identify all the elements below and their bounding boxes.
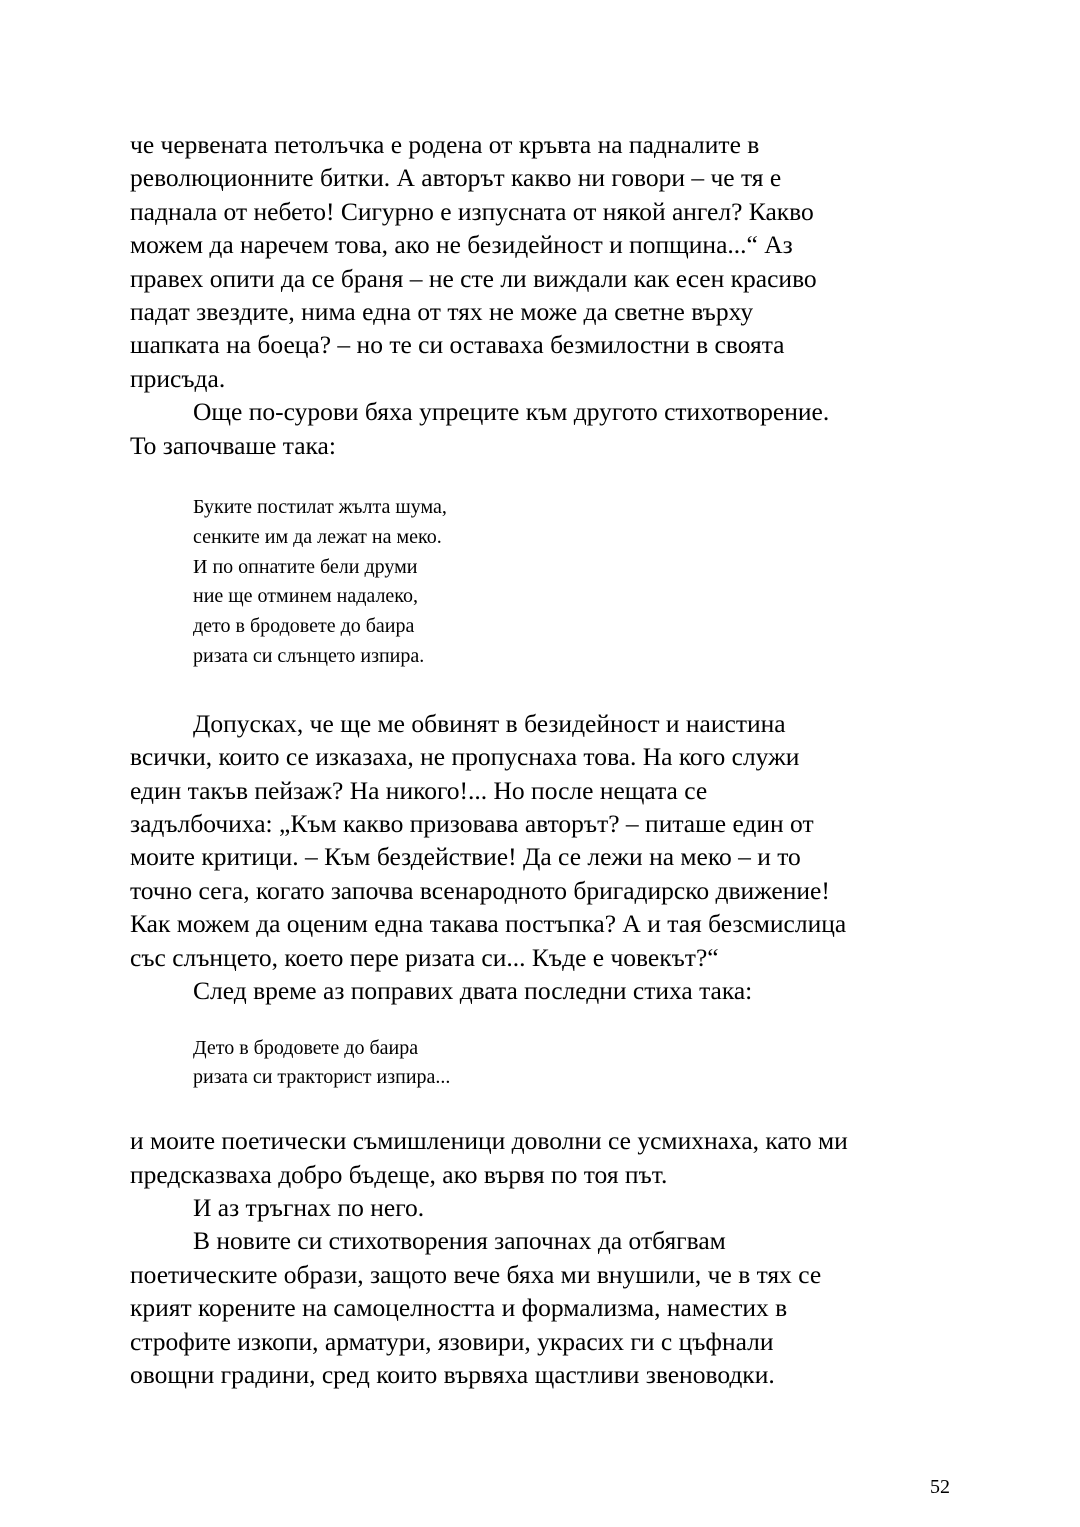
paragraph-6 — [130, 1191, 960, 1224]
poem-verse: сенките им да лежат на меко. — [193, 525, 442, 548]
text-line: крият корените на самоцелността и формализма, наместих в — [130, 1293, 788, 1323]
text-line: един такъв пейзаж? На никого!... Но после нещата се — [130, 775, 708, 805]
text-line: То започваше така: — [130, 430, 336, 460]
paragraph-1 — [130, 128, 960, 395]
text-line: всички, които се изказаха, не пропуснаха това. На кого служи — [130, 742, 800, 772]
poem-verse: И по опнатите бели друми — [193, 555, 418, 578]
paragraph-2 — [130, 395, 960, 462]
text-line: Допусках, че ще ме обвинят в безидейност и наистина — [193, 708, 786, 738]
page-number: 52 — [930, 1476, 950, 1498]
text-line: Още по-сурови бяха упреците към другото стихотворение. — [193, 397, 830, 427]
text-line: можем да наречем това, ако не безидейност и попщина...“ Аз — [130, 230, 793, 260]
poem-quote-first — [193, 493, 960, 672]
page-body — [130, 128, 960, 1391]
text-line: присъда. — [130, 363, 226, 393]
text-line: Как можем да оценим една такава постъпка? А и тая безсмислица — [130, 909, 847, 939]
poem-verse: ризата си слънцето изпира. — [193, 645, 425, 668]
text-line: поетическите образи, защото вече бяха ми внушили, че в тях се — [130, 1259, 822, 1289]
text-line: правех опити да се браня – не сте ли виждали как есен красиво — [130, 263, 817, 293]
text-line: В новите си стихотворения започнах да отбягвам — [193, 1226, 726, 1256]
text-line: предсказваха добро бъдеще, ако вървя по тоя път. — [130, 1159, 668, 1189]
text-line: моите критици. – Към бездействие! Да се лежи на меко – и то — [130, 842, 801, 872]
text-line: и моите поетически съмишленици доволни се усмихнаха, като ми — [130, 1126, 848, 1156]
poem-quote-second — [193, 1034, 960, 1094]
poem-verse: Дето в бродовете до баира — [193, 1036, 419, 1059]
text-line: точно сега, когато започва всенародното бригадирско движение! — [130, 875, 830, 905]
text-line: овощни градини, сред които вървяха щастливи звеноводки. — [130, 1359, 775, 1389]
text-line: със слънцето, което пере ризата си... Къде е човекът?“ — [130, 942, 719, 972]
text-line: революционните битки. А авторът какво ни говори – че тя е — [130, 163, 782, 193]
text-line: падат звездите, нима една от тях не може да светне върху — [130, 297, 754, 327]
text-line: паднала от небето! Сигурно е изпусната от някой ангел? Какво — [130, 196, 814, 226]
paragraph-3 — [130, 707, 960, 974]
text-line: шапката на боеца? – но те си оставаха безмилостни в своята — [130, 330, 785, 360]
text-line: задълбочиха: „Към какво призовава авторът? – питаше един от — [130, 809, 814, 839]
paragraph-4 — [130, 974, 960, 1007]
paragraph-5 — [130, 1124, 960, 1191]
poem-verse: ризата си тракторист изпира... — [193, 1066, 451, 1089]
text-line: След време аз поправих двата последни стиха така: — [193, 976, 753, 1006]
paragraph-7 — [130, 1224, 960, 1391]
text-line: че червената петолъчка е родена от кръвта на падналите в — [130, 130, 760, 159]
poem-verse: дето в бродовете до баира — [193, 615, 415, 638]
text-line: И аз тръгнах по него. — [193, 1192, 425, 1222]
poem-verse: ние ще отминем надалеко, — [193, 585, 418, 608]
poem-verse: Буките постилат жълта шума, — [193, 496, 447, 519]
text-line: строфите изкопи, арматури, язовири, украсих ги с цъфнали — [130, 1326, 774, 1356]
